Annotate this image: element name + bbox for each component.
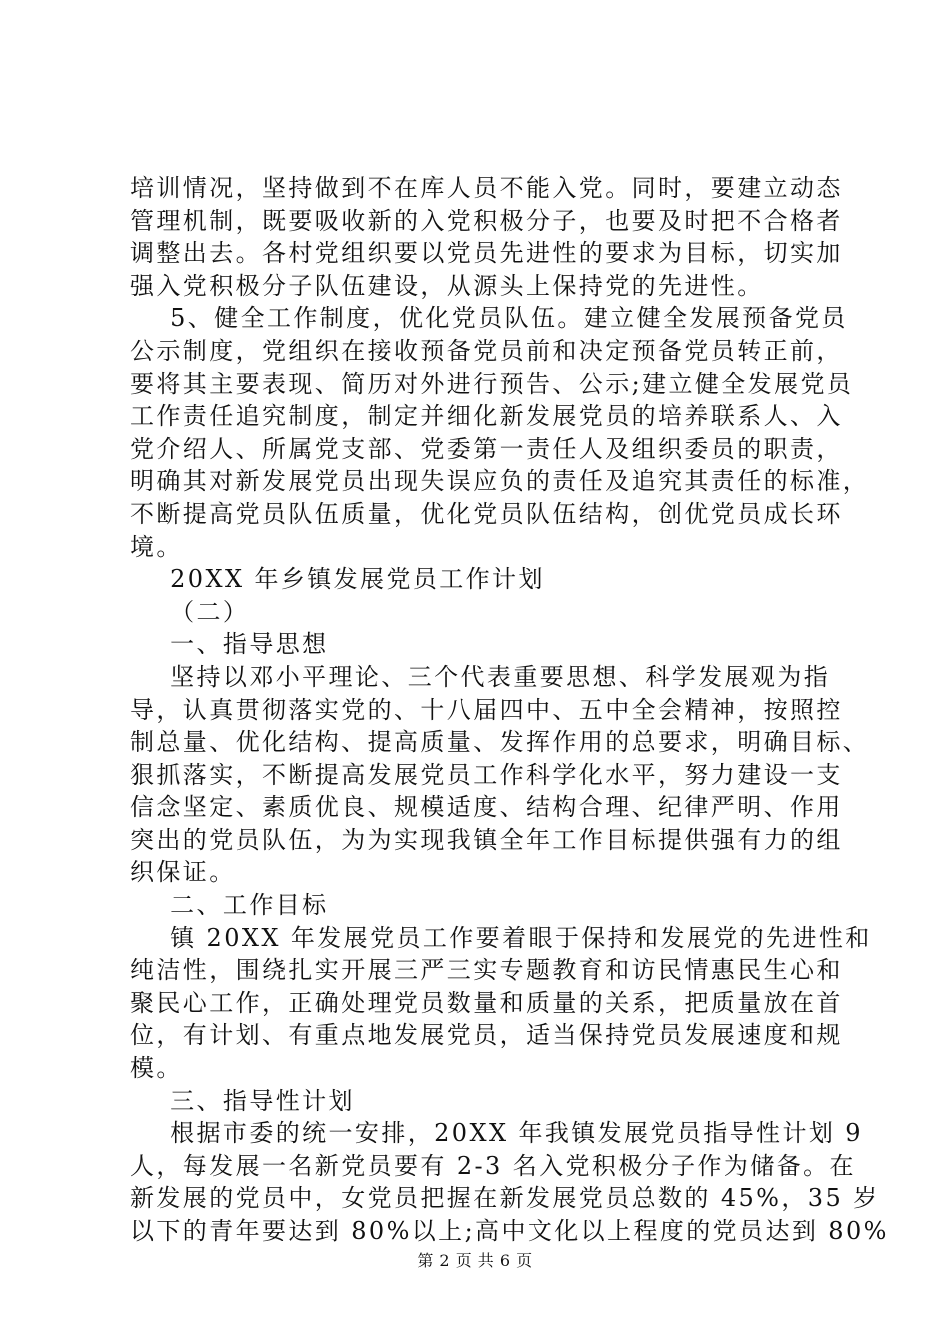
- text-line: 调整出去。各村党组织要以党员先进性的要求为目标，切实加: [130, 239, 843, 268]
- text-line: 20XX 年乡镇发展党员工作计划: [130, 565, 545, 594]
- text-line: 工作责任追究制度，制定并细化新发展党员的培养联系人、入: [130, 402, 843, 431]
- text-line: 聚民心工作，正确处理党员数量和质量的关系，把质量放在首: [130, 988, 843, 1017]
- text-line: 要将其主要表现、简历对外进行预告、公示;建立健全发展党员: [130, 369, 854, 398]
- page-footer: 第 2 页 共 6 页: [417, 1251, 533, 1270]
- text-line: 公示制度，党组织在接收预备党员前和决定预备党员转正前，: [130, 336, 843, 365]
- document-body: [130, 172, 889, 1248]
- text-line: 信念坚定、素质优良、规模适度、结构合理、纪律严明、作用: [130, 793, 843, 822]
- text-line: 明确其对新发展党员出现失误应负的责任及追究其责任的标准，: [130, 467, 870, 496]
- text-line: 制总量、优化结构、提高质量、发挥作用的总要求，明确目标、: [130, 728, 870, 757]
- text-line: 不断提高党员队伍质量，优化党员队伍结构，创优党员成长环: [130, 499, 843, 528]
- text-line: 培训情况，坚持做到不在库人员不能入党。同时，要建立动态: [130, 174, 843, 202]
- text-line: 5、健全工作制度，优化党员队伍。建立健全发展预备党员: [130, 304, 848, 333]
- text-line: 织保证。: [130, 858, 236, 887]
- text-line: 三、指导性计划: [130, 1086, 355, 1115]
- text-line: 一、指导思想: [130, 630, 329, 659]
- text-line: 管理机制，既要吸收新的入党积极分子，也要及时把不合格者: [130, 206, 843, 235]
- text-line: 突出的党员队伍，为为实现我镇全年工作目标提供强有力的组: [130, 825, 843, 854]
- text-line: 境。: [130, 532, 183, 561]
- text-line: 根据市委的统一安排，20XX 年我镇发展党员指导性计划 9: [130, 1119, 863, 1148]
- text-line: （二）: [130, 597, 250, 626]
- text-line: 以下的青年要达到 80%以上;高中文化以上程度的党员达到 80%: [130, 1217, 889, 1245]
- text-line: 强入党积极分子队伍建设，从源头上保持党的先进性。: [130, 271, 764, 300]
- text-line: 纯洁性，围绕扎实开展三严三实专题教育和访民情惠民生心和: [130, 956, 843, 985]
- text-line: 二、工作目标: [130, 891, 329, 920]
- text-line: 位，有计划、有重点地发展党员，适当保持党员发展速度和规: [130, 1021, 843, 1050]
- text-line: 镇 20XX 年发展党员工作要着眼于保持和发展党的先进性和: [130, 923, 872, 952]
- text-line: 模。: [130, 1054, 183, 1083]
- text-line: 狠抓落实，不断提高发展党员工作科学化水平，努力建设一支: [130, 760, 843, 789]
- text-line: 新发展的党员中，女党员把握在新发展党员总数的 45%，35 岁: [130, 1184, 880, 1213]
- text-line: 人，每发展一名新党员要有 2-3 名入党积极分子作为储备。在: [130, 1151, 856, 1180]
- text-line: 党介绍人、所属党支部、党委第一责任人及组织委员的职责，: [130, 434, 843, 463]
- text-line: 导，认真贯彻落实党的、十八届四中、五中全会精神，按照控: [130, 695, 843, 724]
- text-line: 坚持以邓小平理论、三个代表重要思想、科学发展观为指: [130, 662, 831, 691]
